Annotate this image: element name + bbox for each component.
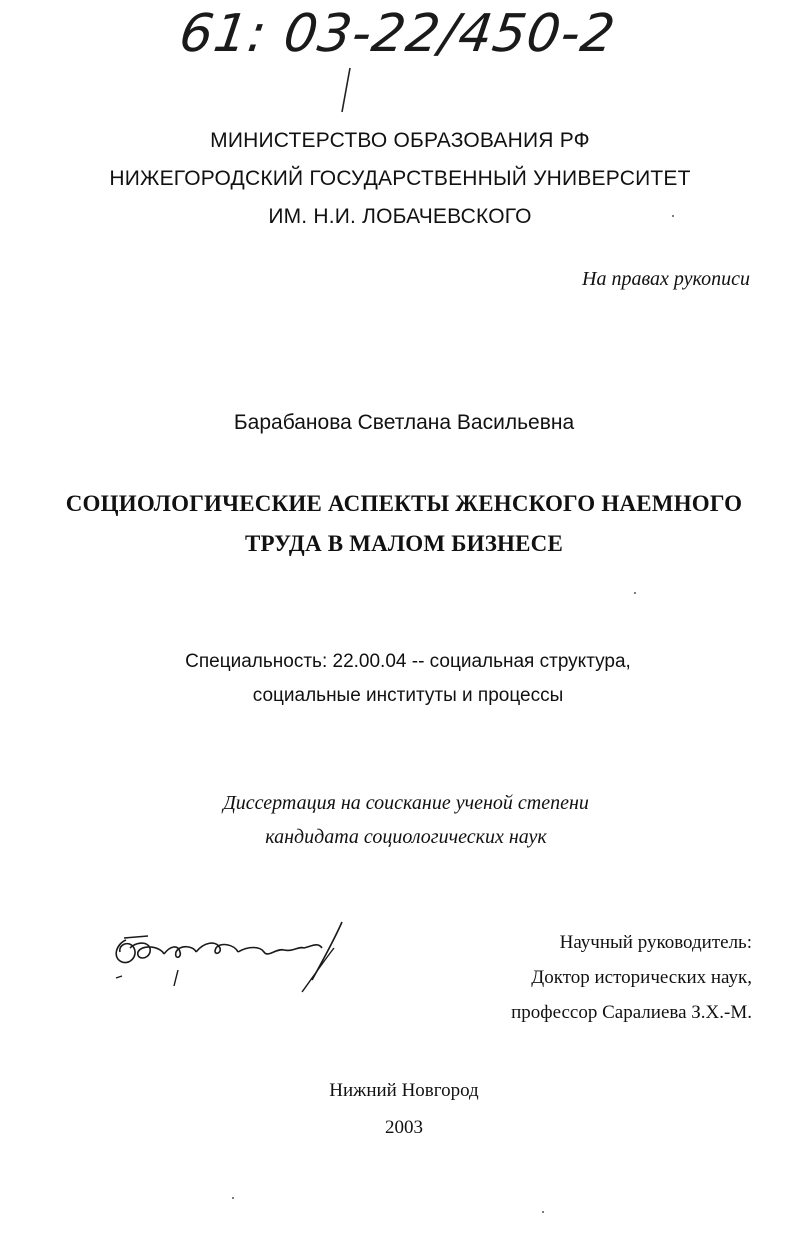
year: 2003 [385,1117,423,1138]
university-name: НИЖЕГОРОДСКИЙ ГОСУДАРСТВЕННЫЙ УНИВЕРСИТЕТ [109,167,691,190]
scan-speck [232,1197,234,1199]
archive-code: 61: 03-22/450-2 [175,4,620,64]
title-line-1: СОЦИОЛОГИЧЕСКИЕ АСПЕКТЫ ЖЕНСКОГО НАЕМНОГО [65,491,743,516]
scan-speck [672,215,674,217]
specialty-line-1: Специальность: 22.00.04 -- социальная структура, [185,651,631,672]
scan-speck [542,1211,544,1213]
advisor-label: Научный руководитель: [559,932,752,953]
institution-header [2,122,796,236]
scientific-advisor [511,925,752,1030]
degree-line-2: кандидата социологических наук [265,826,547,848]
scan-speck [634,592,636,594]
place-and-year [6,1072,796,1146]
ministry-name: МИНИСТЕРСТВО ОБРАЗОВАНИЯ РФ [210,129,590,152]
dissertation-title [6,484,796,564]
degree-statement [8,786,796,854]
advisor-degree: Доктор исторических наук, [531,967,752,988]
rights-note: На правах рукописи [582,268,750,290]
title-line-2: ТРУДА В МАЛОМ БИЗНЕСЕ [244,531,564,556]
specialty [10,645,796,713]
author-name: Барабанова Светлана Васильевна [233,411,575,434]
degree-line-1: Диссертация на соискание ученой степени [223,792,589,814]
handwritten-stroke-icon [336,66,356,116]
advisor-name: профессор Саралиева З.Х.-М. [511,1002,752,1023]
university-named-after: ИМ. Н.И. ЛОБАЧЕВСКОГО [268,205,532,228]
author-signature [108,918,358,998]
city: Нижний Новгород [329,1080,479,1101]
specialty-line-2: социальные институты и процессы [252,685,564,706]
